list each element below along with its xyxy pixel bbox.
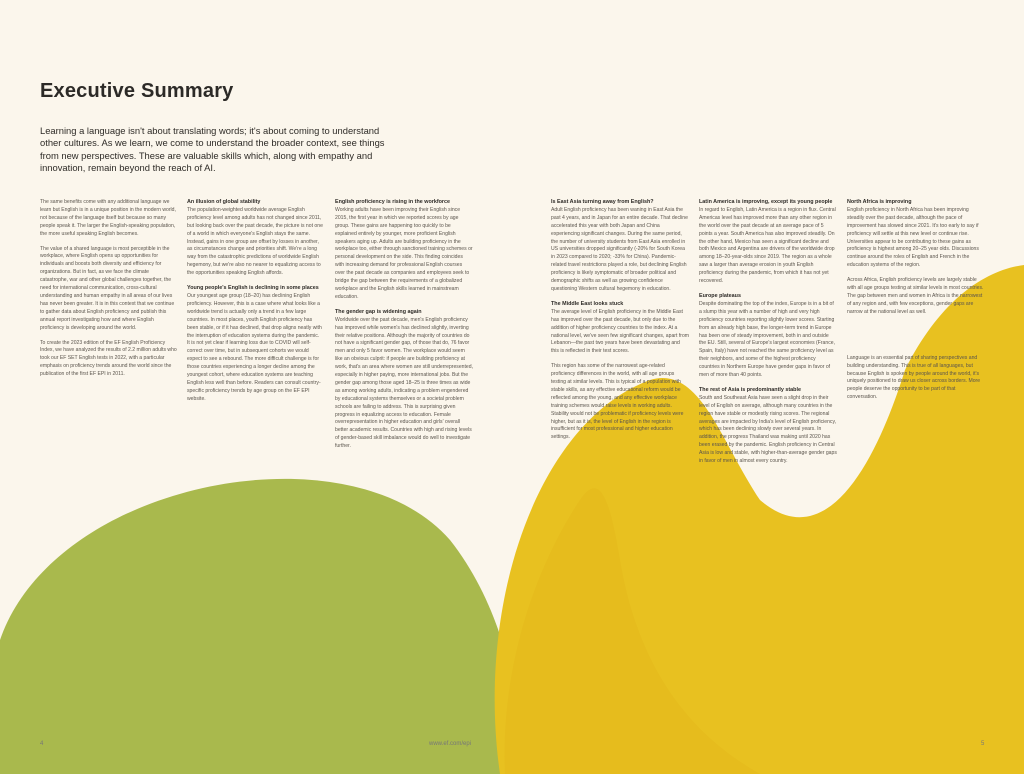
body-paragraph: South and Southeast Asia have seen a slight drop in their level of English on average, although many countries in the region have stable or modestly rising scores. The regional averages are impacted by India's level of English proficiency, which has been declining slowly over several years. In addition, the progress Thailand was making until 2020 has been erased by the pandemic. English proficiency in Central Asia is low and stable, with higher-than-average gender gaps in favor of men in almost every country. xyxy=(699,394,837,465)
body-paragraph: This region has some of the narrowest age-related proficiency differences in the world, with all age groups testing at similar levels. This is typical of a population with stable skills, as any effective educational reform would be reflected among the young, and any effective workplace training schemes would raise levels in working adults. Stability would not be problematic if proficiency levels were higher, but as it is, the level of English in the region is insufficient for most professional and higher education settings. xyxy=(551,363,684,441)
column-6 xyxy=(847,199,985,409)
body-paragraph: English proficiency in North Africa has been improving steadily over the past decade, although the pace of improvement has slowed since 2021. It's too early to say if proficiency will settle at this new level or continue rise. Universities appear to be contributing to these gains as proficiency is highest among 20–25 year olds. Discussions continue around the roles of English and French in the education systems of the region. xyxy=(847,206,979,269)
section-heading: The gender gap is widening again xyxy=(335,308,422,315)
section-heading: English proficiency is rising in the workforce xyxy=(335,199,451,205)
column-2 xyxy=(187,199,323,411)
green-hill-shape xyxy=(0,479,525,774)
intro-paragraph: Learning a language isn't about translating words; it's about coming to understand other cultures. As we learn, we come to understand the broader context, see things from new perspectives. These are valuable skills which, along with empathy and innovation, remain beyond the reach of AI. xyxy=(40,125,385,173)
section-heading: North Africa is improving xyxy=(847,199,912,205)
section-heading: Young people's English is declining in some places xyxy=(187,285,319,292)
body-paragraph: Working adults have been improving their English since 2015, the first year in which we reported scores by age group. These gains are happening too quickly to be explained entirely by younger, more proficient English speakers aging up. Adults are building proficiency in the workplace too, either through sanctioned training schemes or personal development on the side. This finding coincides with increasing demand for professional English courses over the past decade as companies and employees seek to bridge the gap between the requirements of a globalized workplace and the English skills learned in mainstream education. xyxy=(335,206,473,300)
body-paragraph: Across Africa, English proficiency levels are largely stable with all age groups testing at similar levels in most countries. The gap between men and women in Africa is the narrowest of any region and, with few exceptions, gender gaps are narrow at the national level as well. xyxy=(847,277,984,315)
column-3 xyxy=(335,199,473,458)
column-4 xyxy=(551,199,689,449)
column-1 xyxy=(40,199,178,386)
body-paragraph: In regard to English, Latin America is a region in flux. Central Americas level has improved more than any other region in the world over the past decade at an average pace of 5 points a year. South America has also improved steadily. On the other hand, Mexico has seen a significant decline and both Mexico and Argentina are drivers of the worldwide drop among 18–20-year-olds since 2019. The region as a whole saw a larger than average erosion in youth English proficiency during the pandemic, from which it has not yet recovered. xyxy=(699,206,836,285)
body-paragraph: The same benefits come with any additional language we learn but English is in a unique position in the modern world, not because of the language itself but because so many people speak it. The larger the English-speaking population, the more useful speaking English becomes. xyxy=(40,199,176,237)
section-heading: The Middle East looks stuck xyxy=(551,300,624,307)
section-heading: Europe plateaus xyxy=(699,292,741,299)
body-paragraph: The population-weighted worldwide average English proficiency level among adults has not changed since 2011, but looking back over the past decade, the picture is not one of a world in which everyone's English stays the same. Instead, gains in one group are offset by losses in another, as circumstances change and priorities shift. We're a long way from the catastrophic predictions of worldwide English hegemony, but we're also no nearer to equalizing access to the opportunities speaking English affords. xyxy=(187,206,323,277)
body-paragraph: To create the 2023 edition of the EF English Proficiency Index, we have analyzed the results of 2.2 million adults who took our EF SET English tests in 2022, with a particular emphasis on proficiency trends around the world since the publication of the first EF EPI in 2011. xyxy=(40,339,177,378)
body-paragraph: Worldwide over the past decade, men's English proficiency has improved while women's has declined slightly, inverting their relative positions. Although the majority of countries do not have a significant gender gap, of those that do, 76 favor men and only 5 favor women. The workplace would seem like an obvious culprit: if people are building proficiency at work, that's an area where women are still underrepresented, especially in higher paying, more international jobs. But the gender gap among those aged 18–25 is three times as wide as among working adults, indicating a problem engendered by educational systems themselves or a societal problem schools are failing to address. This is surprising given progress in equalizing access to education. Female overrepresentation in higher education and girls' overall better academic results. Countries with high and rising levels of gender-based skill imbalance would do well to investigate further. xyxy=(335,316,474,450)
body-paragraph: Despite dominating the top of the index, Europe is in a bit of a slump this year with a number of high and very high proficiency countries reporting slightly lower scores. Starting from an already high base, the longer-term trend in Europe has been one of steady improvement, both in and outside the EU. Still, several of Europe's largest economies (France, Spain, Italy) have not reached the same proficiency level as their neighbors, and some of the highest proficiency countries in Northern Europe have gender gaps in favor of men of more than 40 points. xyxy=(699,300,836,379)
body-paragraph: Language is an essential part of sharing perspectives and building understanding. This is true of all languages, but because English is spoken by people around the world, it's uniquely positioned to draw us closer across borders. More people deserve the opportunity to be part of that conversation. xyxy=(847,354,981,401)
page-number-right: 5 xyxy=(981,741,985,747)
section-heading: An illusion of global stability xyxy=(187,199,261,205)
section-heading: Is East Asia turning away from English? xyxy=(551,199,654,205)
body-paragraph: The average level of English proficiency in the Middle East has improved over the past decade, but only due to the addition of higher proficiency countries to the index. At a national level, we've seen few significant changes, apart from Lebanon—the past two years have been devastating and this is reflected in their test scores. xyxy=(551,308,690,355)
body-paragraph: Our youngest age group (18–20) has declining English proficiency. However, this is a case where what looks like a worldwide trend is actually only a trend in a few large countries. In most places, youth English proficiency has been stable, or if it has declined, that drop aligns neatly with the interruption of education systems during the pandemic. It is not yet clear if learning loss due to COVID will self-correct over time, but in subsequent cohorts we would expect to see a rebound. The more difficult challenge is for those countries experiencing a longer decline among the youngest cohort, where education systems are teaching English less well than before. Readers can consult country-specific proficiency trends by age group on the EF EPI website. xyxy=(187,292,322,402)
section-heading: Latin America is improving, except its young people xyxy=(699,199,833,205)
body-paragraph: Adult English proficiency has been waning in East Asia the past 4 years, and in Japan for an entire decade. That decline accelerated this year with both Japan and China experiencing significant changes. During the same period, the number of university students from East Asia enrolled in US universities dropped significantly (-20% for South Korea in 2023 compared to 2020; -33% for China). Pandemic-related travel restrictions played a role, but declining English proficiency is likely symptomatic of broader political and demographic shifts as well as growing confidence questioning Western cultural hegemony in education. xyxy=(551,206,688,292)
column-5 xyxy=(699,199,837,473)
section-heading: The rest of Asia is predominantly stable xyxy=(699,386,801,393)
body-paragraph: The value of a shared language is most perceptible in the workplace, where English opens up opportunities for individuals and boosts both diversity and efficiency for organizations. But in fact, as we face the climate catastrophe, war and other global challenges together, the need for international communication, cross-cultural understanding and human empathy in all areas of our lives has never been greater. It is in this context that we continue to gather data about English proficiency and publish this annual report investigating how and where English proficiency is developing around the world. xyxy=(40,245,175,331)
page-title: Executive Summary xyxy=(40,80,234,102)
footer-url: www.ef.com/epi xyxy=(429,741,472,747)
page-number-left: 4 xyxy=(40,741,44,747)
